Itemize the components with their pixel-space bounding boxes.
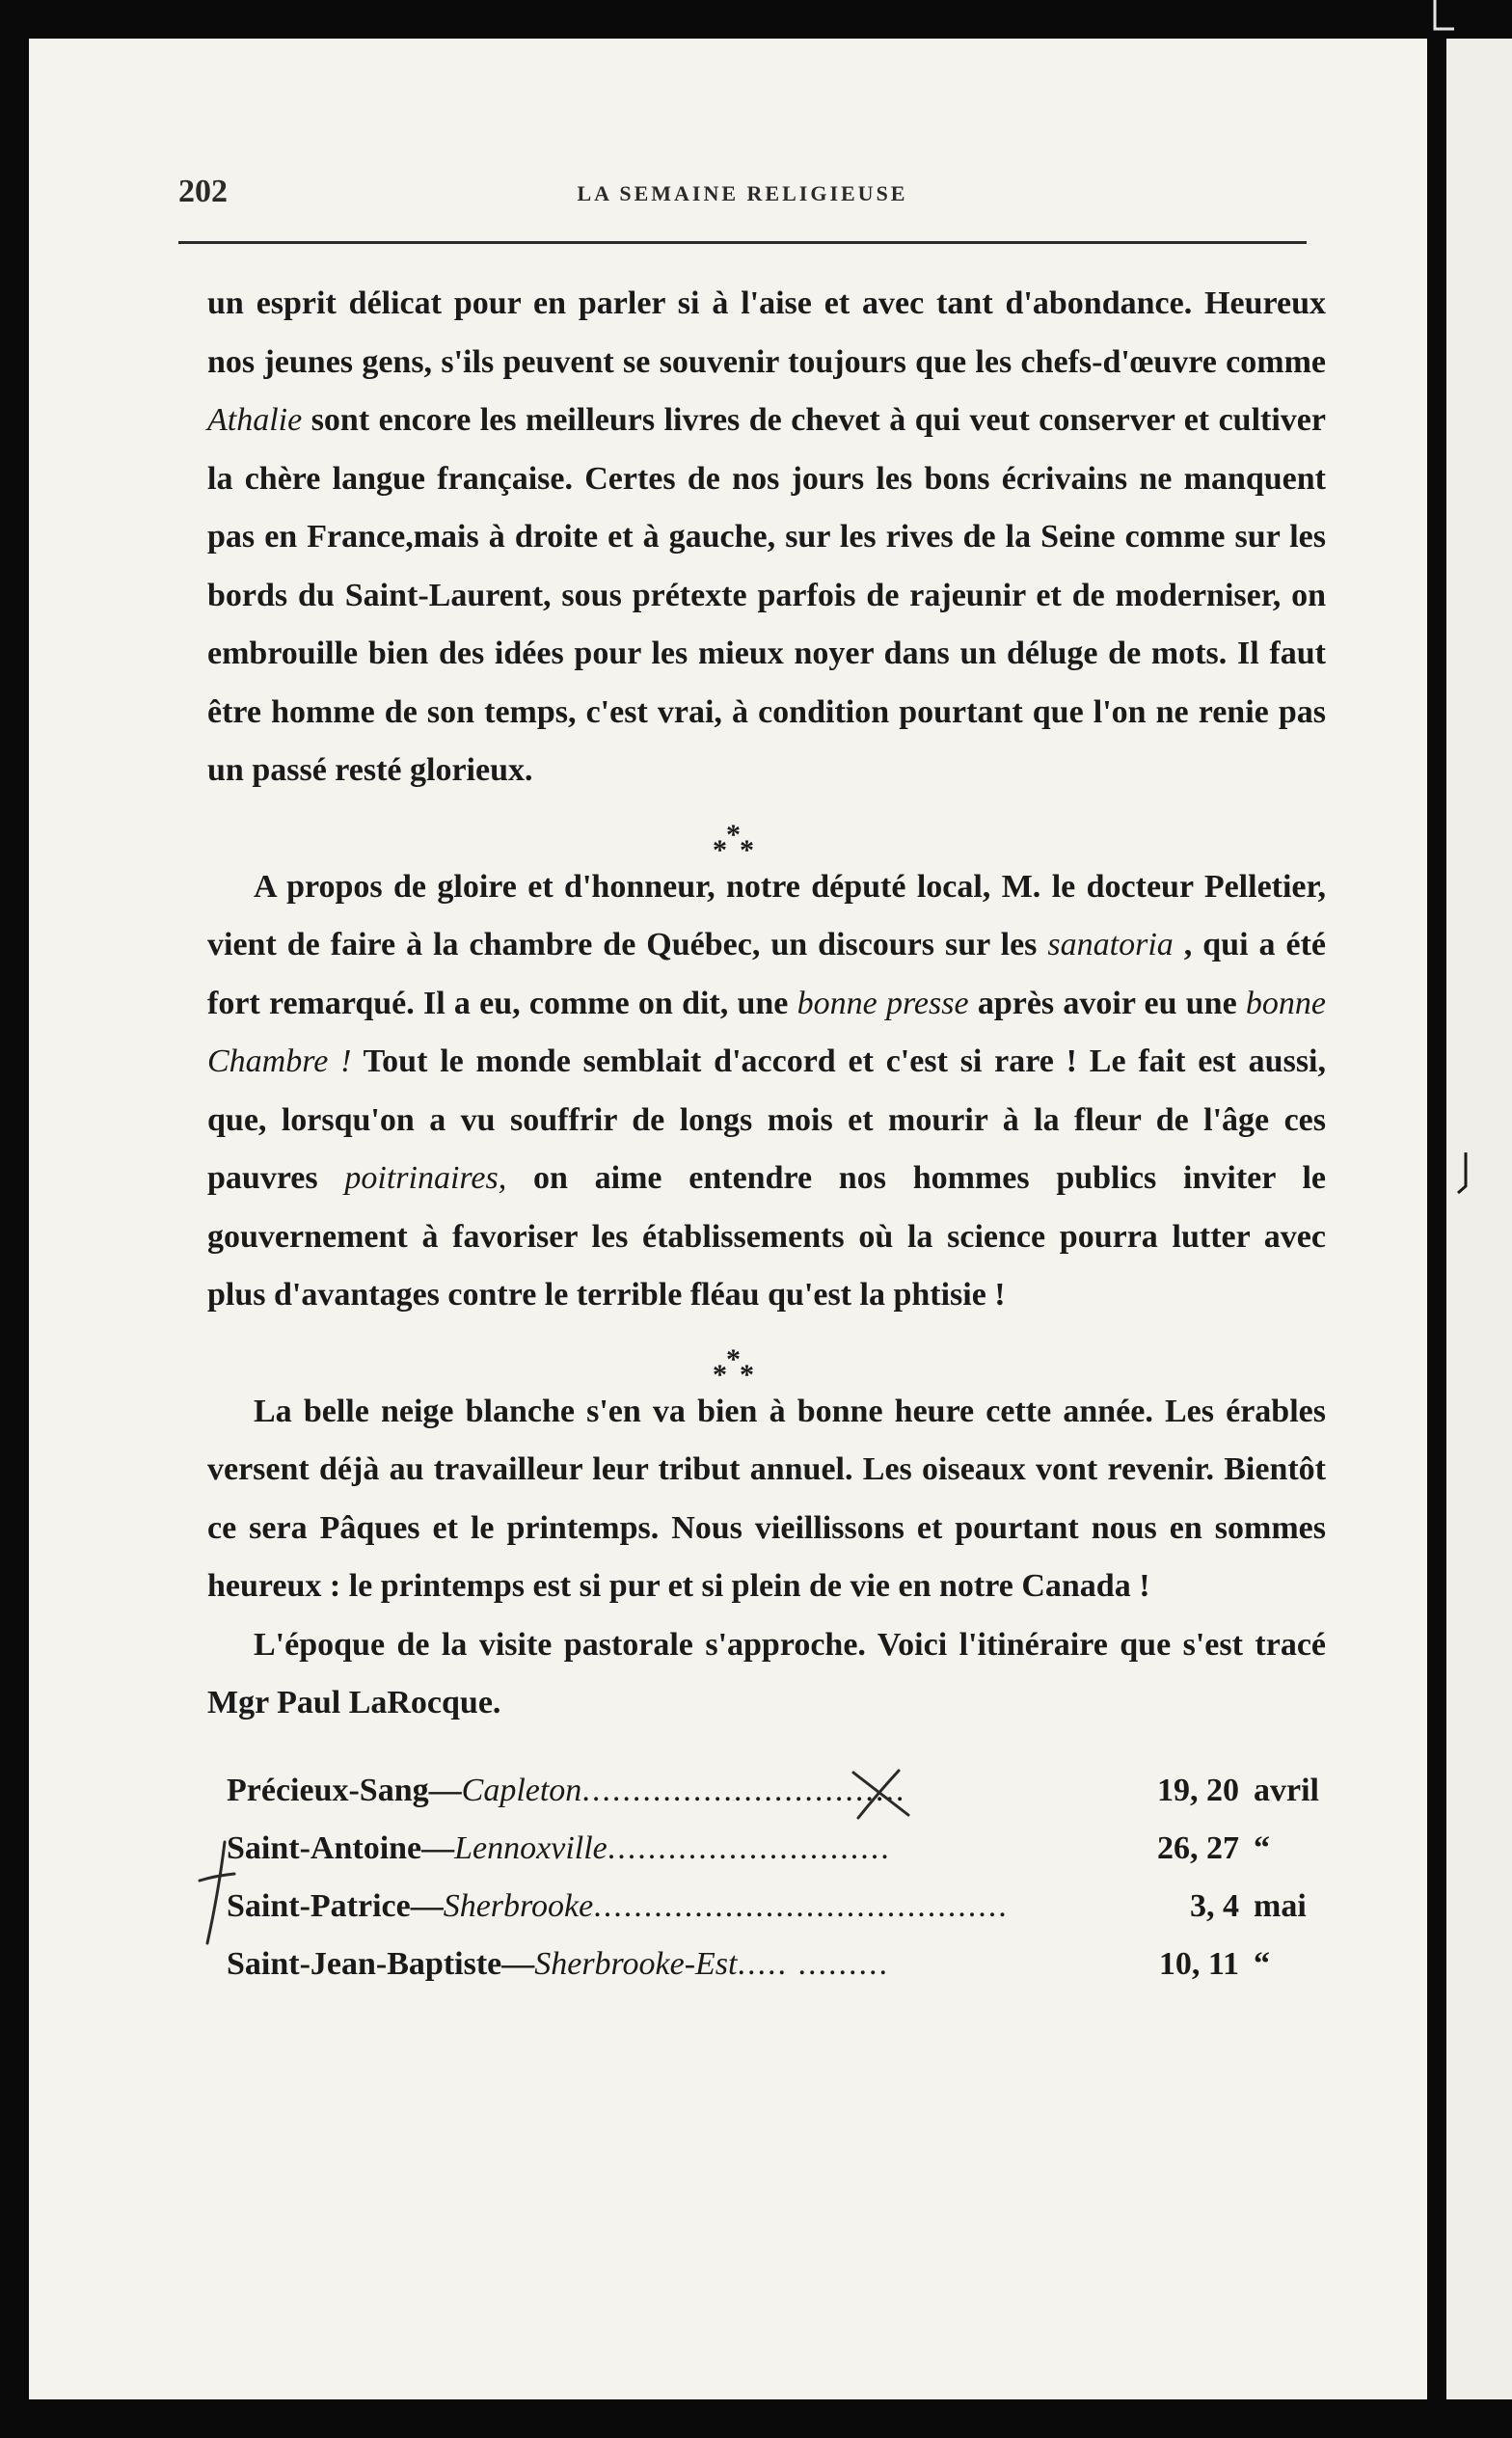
page-header [178,174,1307,212]
town-name: Sherbrooke [443,1887,594,1924]
visit-month: “ [1254,1829,1270,1866]
p2-text: Tout le monde semblait d'accord et c'est si rare ! Le fait est aussi, que, lorsqu'on a vu souffrir de longs mois et mourir à la fleur de l'âge ces pauvres [207,1043,1327,1196]
running-title: LA SEMAINE RELIGIEUSE [577,181,908,205]
header-rule [178,241,1307,244]
itinerary-row [207,1762,1326,1820]
p2-italic: poitrinaires, [344,1160,507,1196]
body-text [207,275,1326,1993]
town-name: Lennoxville [454,1829,608,1866]
asterism-star: * [740,833,754,866]
p2-italic: sanatoria [1047,927,1174,962]
itinerary-row [207,1820,1326,1878]
visit-month: “ [1254,1945,1270,1982]
p2-text: après avoir eu une [977,985,1237,1021]
parish-name: Saint-Patrice— [227,1887,444,1924]
visit-dates: 26, 27 [1157,1829,1239,1866]
parish-name: Saint-Jean-Baptiste— [227,1945,535,1982]
handwritten-x-mark [849,1765,916,1823]
town-name: Capleton [461,1772,582,1808]
paragraph-1-part-b: sont encore les meilleurs livres de chevet à qui veut conserver et cultiver la chère langue française. Certes de nos jours les bons écrivains ne manquent pas en France,mais à droite et à gauche, sur les rives de la Seine comme sur les bords du Saint-Laurent, sous prétexte parfois de rajeunir et de moderniser, on embrouille bien des idées pour les mieux noyer dans un déluge de mots. Il faut être homme de son temps, c'est vrai, à condition pourtant que l'on ne renie pas un passé resté glorieux. [207,402,1326,788]
paragraph-4: L'époque de la visite pastorale s'approche. Voici l'itinéraire que s'est tracé Mgr Paul LaRocque. [207,1626,1326,1720]
visit-dates: 10, 11 [1158,1945,1239,1982]
visit-month: avril [1254,1772,1319,1808]
asterism-star: * [740,1358,754,1391]
facing-page-edge [1446,39,1512,2399]
p2-italic: bonne presse [796,985,969,1021]
scan-corner-mark [1430,0,1459,39]
scan-edge-mark [1454,1152,1478,1196]
parish-name: Saint-Antoine— [227,1829,455,1866]
leader-dots: ................................ [581,1772,906,1808]
visit-dates: 19, 20 [1157,1772,1239,1808]
itinerary-row [207,1878,1326,1936]
asterism-star: * [713,1358,727,1391]
handwritten-margin-mark [198,1837,236,1953]
itinerary-table [207,1762,1326,1993]
asterism-2 [207,1325,1326,1391]
asterism-star: * [726,1342,741,1375]
asterism-1 [207,800,1326,866]
p2-italic: bonne Chambre ! [207,985,1326,1079]
town-name: Sherbrooke-Est [534,1945,738,1982]
asterism-star: * [726,818,741,851]
p2-text: , qui a été fort remarqué. Il a eu, comme on dit, une [207,927,1327,1021]
parish-name: Précieux-Sang— [227,1772,462,1808]
p2-text: on aime entendre nos hommes publics inviter le gouvernement à favoriser les établissements où la science pourra lutter avec plus d'avantages contre le terrible fléau qu'est la phtisie ! [207,1160,1327,1313]
asterism-star: * [713,833,727,866]
visit-dates: 3, 4 [1190,1887,1239,1924]
itinerary-row [207,1936,1326,1993]
leader-dots: ............................ [607,1829,891,1866]
paragraph-1 [207,275,1326,800]
p2-text: A propos de gloire et d'honneur, notre député local, M. le docteur Pelletier, vient de faire à la chambre de Québec, un discours sur les [207,868,1326,962]
leader-dots: ..... ......... [737,1945,889,1982]
paragraph-1-part-a: un esprit délicat pour en parler si à l'aise et avec tant d'abondance. Heureux nos jeunes gens, s'ils peuvent se souvenir toujours que les chefs-d'œuvre comme [207,285,1326,380]
paragraph-3: La belle neige blanche s'en va bien à bonne heure cette année. Les érables versent déjà au travailleur leur tribut annuel. Les oiseaux vont revenir. Bientôt ce sera Pâques et le printemps. Nous vieillissons et pourtant nous en sommes heureux : le printemps est si pur et si plein de vie en notre Canada ! [207,1393,1326,1604]
paragraph-2 [207,858,1326,1325]
visit-month: mai [1254,1887,1307,1924]
leader-dots: ......................................... [593,1887,1009,1924]
title-athalie: Athalie [207,402,303,438]
page-number: 202 [178,174,228,209]
